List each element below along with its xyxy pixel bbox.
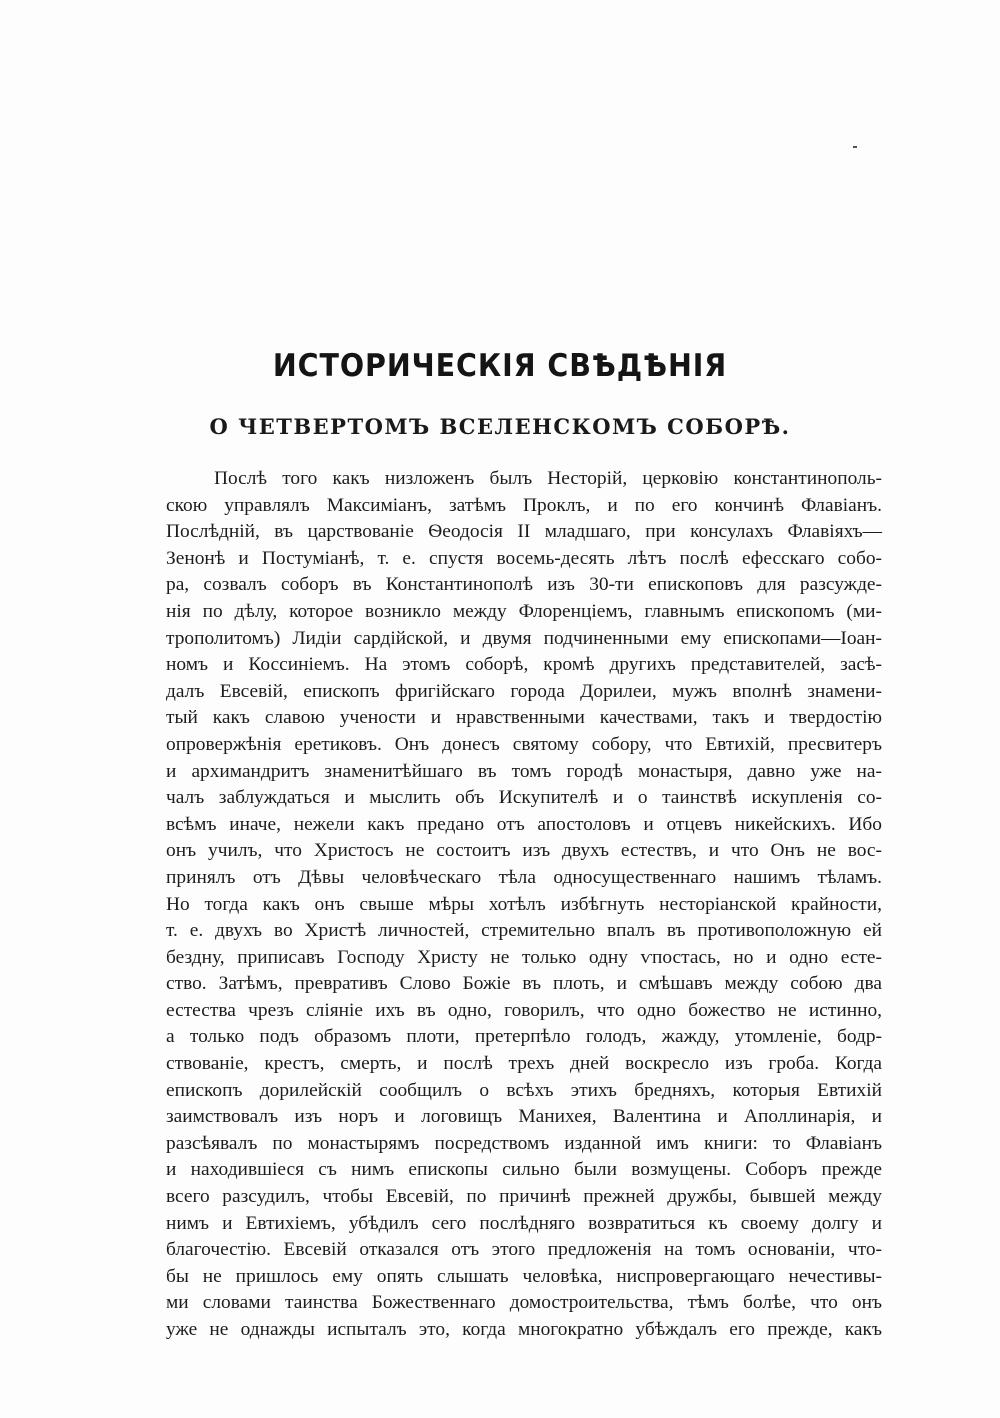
text-line: скою управлялъ Максиміанъ, затѣмъ Проклъ, и по его кончинѣ Флавіанъ. xyxy=(166,494,882,516)
text-line: Зенонѣ и Постуміанѣ, т. е. спустя восемь-десять лѣтъ послѣ ефесскаго собо- xyxy=(166,547,882,569)
text-line: и находившіеся съ нимъ епископы сильно были возмущены. Соборъ прежде xyxy=(166,1159,882,1181)
text-line: ствованіе, крестъ, смерть, и послѣ трехъ дней воскресло изъ гроба. Когда xyxy=(166,1053,882,1075)
text-line: онъ училъ, что Христосъ не состоитъ изъ двухъ естествъ, и что Онъ не вос- xyxy=(166,840,882,862)
text-line: номъ и Коссиніемъ. На этомъ соборѣ, кромѣ другихъ представителей, засѣ- xyxy=(166,654,882,676)
body-text xyxy=(166,466,882,1344)
text-line: нія по дѣлу, которое возникло между Флоренціемъ, главнымъ епископомъ (ми- xyxy=(166,600,882,622)
text-line: всѣмъ иначе, нежели какъ предано отъ апостоловъ и отцевъ никейскихъ. Ибо xyxy=(166,813,882,835)
text-line: далъ Евсевій, епископъ фригійскаго города Дорилеи, мужъ вполнѣ знамени- xyxy=(166,680,882,702)
text-line: ство. Затѣмъ, превративъ Слово Божіе въ плоть, и смѣшавъ между собою два xyxy=(166,973,882,995)
document-title: ИСТОРИЧЕСКІЯ СВѢДѢНІЯ xyxy=(272,348,728,384)
text-line: заимствовалъ изъ норъ и логовищъ Манихея, Валентина и Аполлинарія, и xyxy=(166,1106,882,1128)
text-line: нимъ и Евтихіемъ, убѣдилъ сего послѣдняго возвратиться къ своему долгу и xyxy=(166,1212,882,1234)
text-line: т. е. двухъ во Христѣ личностей, стремительно впалъ въ противоположную ей xyxy=(166,920,882,942)
page-speck xyxy=(853,146,857,148)
text-line: бездну, приписавъ Господу Христу не только одну ѵпостась, но и одно есте- xyxy=(166,946,882,968)
text-line: тый какъ славою учености и нравственными качествами, такъ и твердостію xyxy=(166,707,882,729)
text-line: Но тогда какъ онъ свыше мѣры хотѣлъ избѣгнуть несторіанской крайности, xyxy=(166,893,882,915)
text-line: трополитомъ) Лидіи сардійской, и двумя подчиненными ему епископами—Іоан- xyxy=(166,627,882,649)
text-line: бы не пришлось ему опять слышать человѣка, ниспровергающаго нечестивы- xyxy=(166,1265,882,1287)
text-line: а только подъ образомъ плоти, претерпѣло голодъ, жажду, утомленіе, бодр- xyxy=(166,1026,882,1048)
text-line: благочестію. Евсевій отказался отъ этого предложенія на томъ основаніи, что- xyxy=(166,1239,882,1261)
text-line: принялъ отъ Дѣвы человѣческаго тѣла односущественнаго нашимъ тѣламъ. xyxy=(166,866,882,888)
text-line: ми словами таинства Божественнаго домостроительства, тѣмъ болѣе, что онъ xyxy=(166,1292,882,1314)
text-line: опровержѣнія еретиковъ. Онъ донесъ святому собору, что Евтихій, пресвитеръ xyxy=(166,733,882,755)
text-line: и архимандритъ знаменитѣйшаго въ томъ городѣ монастыря, давно уже на- xyxy=(166,760,882,782)
document-subtitle: О ЧЕТВЕРТОМЪ ВСЕЛЕНСКОМЪ СОБОРѢ. xyxy=(209,414,791,439)
text-line: Послѣ того какъ низложенъ былъ Несторій, церковію константинополь- xyxy=(214,468,882,489)
text-line: уже не однажды испыталъ это, когда многократно убѣждалъ его прежде, какъ xyxy=(166,1319,882,1340)
text-line: епископъ дорилейскій сообщилъ о всѣхъ этихъ бредняхъ, которыя Евтихій xyxy=(166,1079,882,1101)
text-line: естества чрезъ сліяніе ихъ въ одно, говорилъ, что одно божество не истинно, xyxy=(166,999,882,1021)
text-line: всего разсудилъ, чтобы Евсевій, по причинѣ прежней дружбы, бывшей между xyxy=(166,1186,882,1208)
text-line: разсѣявалъ по монастырямъ посредствомъ изданной имъ книги: то Флавіанъ xyxy=(166,1132,882,1154)
text-line: ра, созвалъ соборъ въ Константинополѣ изъ 30-ти епископовъ для разсужде- xyxy=(166,574,882,596)
text-line: чалъ заблуждаться и мыслить объ Искупителѣ и о таинствѣ искупленія со- xyxy=(166,787,882,809)
text-line: Послѣдній, въ царствованіе Ѳеодосія II младшаго, при консулахъ Флавіяхъ— xyxy=(166,521,882,543)
